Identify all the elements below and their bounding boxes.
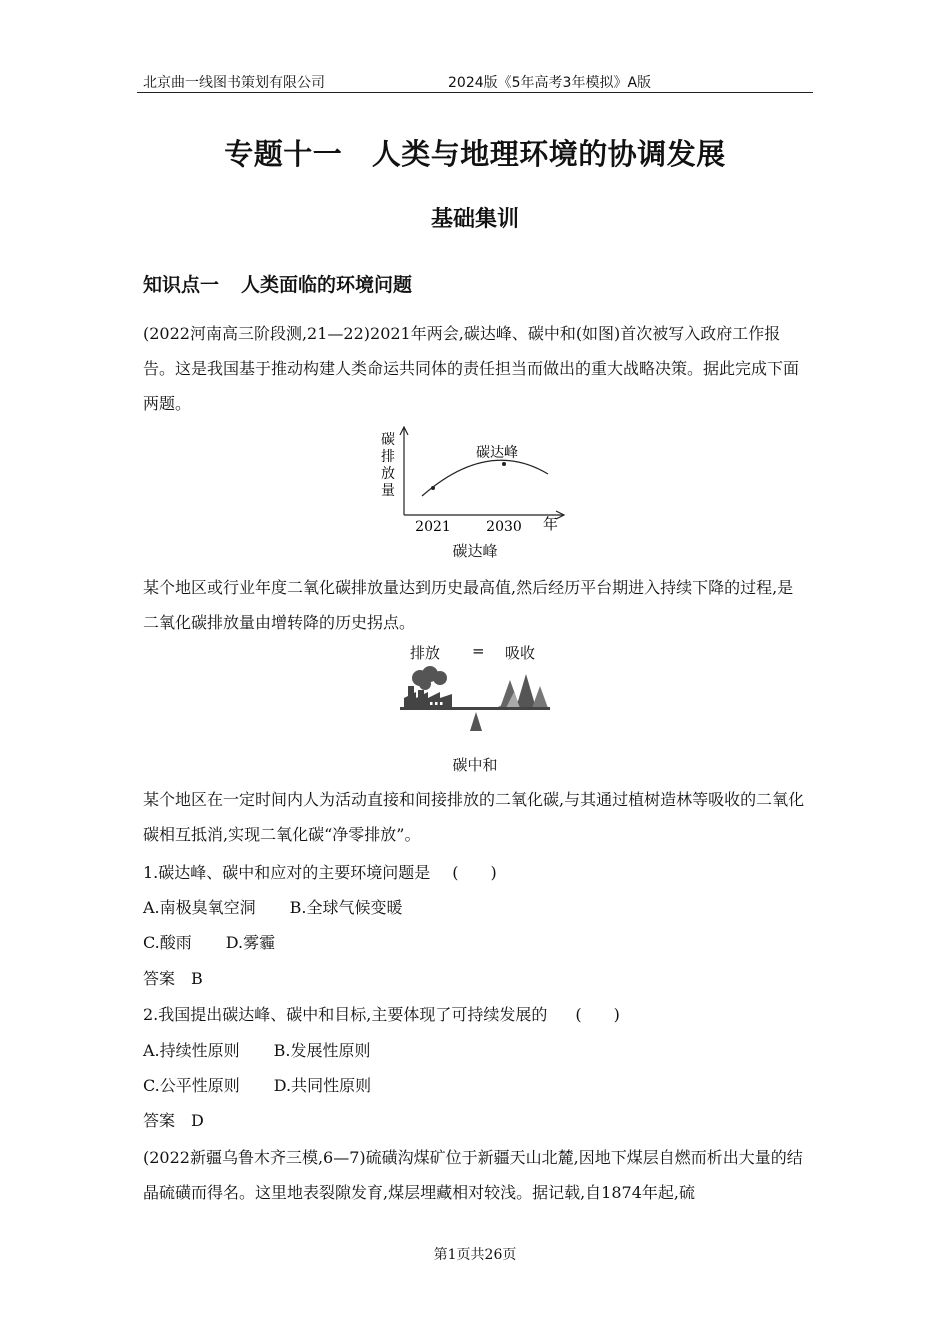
header-edition: 2024版《5年高考3年模拟》A版 (448, 75, 652, 91)
figure1-peak-label: 碳达峰 (476, 445, 518, 461)
question-1-option-d: D.雾霾 (225, 933, 276, 952)
header-publisher: 北京曲一线图书策划有限公司 (143, 75, 325, 91)
page-number: 第1页共26页 (433, 1247, 517, 1263)
figure1-ylabel-3: 放 (381, 466, 395, 482)
figure1-tick-2021: 2021 (415, 519, 451, 535)
figure1-ylabel-4: 量 (381, 483, 395, 499)
figure1-ylabel-2: 排 (381, 449, 395, 465)
trees-icon (496, 674, 548, 708)
knowledge-point-heading (143, 270, 412, 297)
question-2-option-c: C.公平性原则 (143, 1076, 240, 1095)
fulcrum-icon (470, 712, 482, 731)
figure2-equals-sign: = (472, 642, 485, 660)
knowledge-point-label: 知识点一 (143, 274, 220, 296)
question-2-option-b: B.发展性原则 (273, 1041, 371, 1060)
question-1-answer (143, 966, 203, 989)
peak-definition: 某个地区或行业年度二氧化碳排放量达到历史最高值,然后经历平台期进入持续下降的过程,是二氧化碳排放量由增转降的历史拐点。 (143, 578, 794, 632)
figure2-emission-label: 排放 (410, 644, 441, 662)
figure2-absorption-label: 吸收 (505, 644, 536, 662)
carbon-peak-figure (378, 426, 578, 538)
figure1-caption: 碳达峰 (452, 542, 498, 560)
question-1-option-b: B.全球气候变暖 (289, 898, 403, 917)
question-1-option-a: A.南极臭氧空洞 (143, 898, 256, 917)
figure1-point-2021 (431, 486, 435, 490)
knowledge-point-title: 人类面临的环境问题 (241, 274, 413, 296)
question-1-option-c: C.酸雨 (143, 933, 192, 952)
question-2-option-a: A.持续性原则 (143, 1041, 240, 1060)
question-2-answer (143, 1108, 204, 1131)
header-divider (137, 92, 813, 93)
figure1-xlabel: 年 (543, 515, 559, 533)
question-1-bracket: ( ) (452, 863, 497, 882)
smoke-icon (412, 666, 447, 690)
figure1-tick-2030: 2030 (486, 519, 522, 535)
figure1-emission-curve (422, 460, 548, 496)
figure1-ylabel-1: 碳 (381, 432, 395, 448)
question-2-options-row-1 (143, 1038, 371, 1061)
question-1-stem: 1.碳达峰、碳中和应对的主要环境问题是 (143, 863, 431, 882)
answer-value: B (191, 969, 203, 988)
carbon-neutral-figure (398, 664, 554, 732)
question-2 (143, 1002, 620, 1025)
factory-icon (404, 686, 452, 708)
figure1-point-peak (502, 462, 506, 466)
question-2-bracket: ( ) (575, 1005, 620, 1024)
next-question-intro: (2022新疆乌鲁木齐三模,6—7)硫磺沟煤矿位于新疆天山北麓,因地下煤层自燃而析出大量的结晶硫磺而得名。这里地表裂隙发育,煤层埋藏相对较浅。据记载,自1874年起,硫 (143, 1148, 803, 1202)
question-1-options-row-2 (143, 930, 275, 953)
question-1-options-row-1 (143, 895, 403, 918)
answer-label: 答案 (143, 1111, 176, 1130)
answer-label: 答案 (143, 969, 176, 988)
question-2-option-d: D.共同性原则 (273, 1076, 372, 1095)
intro-paragraph: (2022河南高三阶段测,21—22)2021年两会,碳达峰、碳中和(如图)首次被写入政府工作报告。这是我国基于推动构建人类命运共同体的责任担当而做出的重大战略决策。据此完成下面两题。 (143, 324, 800, 413)
page-title: 专题十一 人类与地理环境的协调发展 (224, 137, 726, 171)
question-2-stem: 2.我国提出碳达峰、碳中和目标,主要体现了可持续发展的 (143, 1005, 548, 1024)
figure2-caption: 碳中和 (452, 756, 498, 774)
question-1 (143, 860, 497, 883)
section-title: 基础集训 (430, 207, 519, 232)
answer-value: D (191, 1111, 204, 1130)
neutral-definition: 某个地区在一定时间内人为活动直接和间接排放的二氧化碳,与其通过植树造林等吸收的二氧化碳相互抵消,实现二氧化碳“净零排放”。 (143, 790, 805, 844)
balance-beam (400, 707, 550, 710)
question-2-options-row-2 (143, 1073, 371, 1096)
